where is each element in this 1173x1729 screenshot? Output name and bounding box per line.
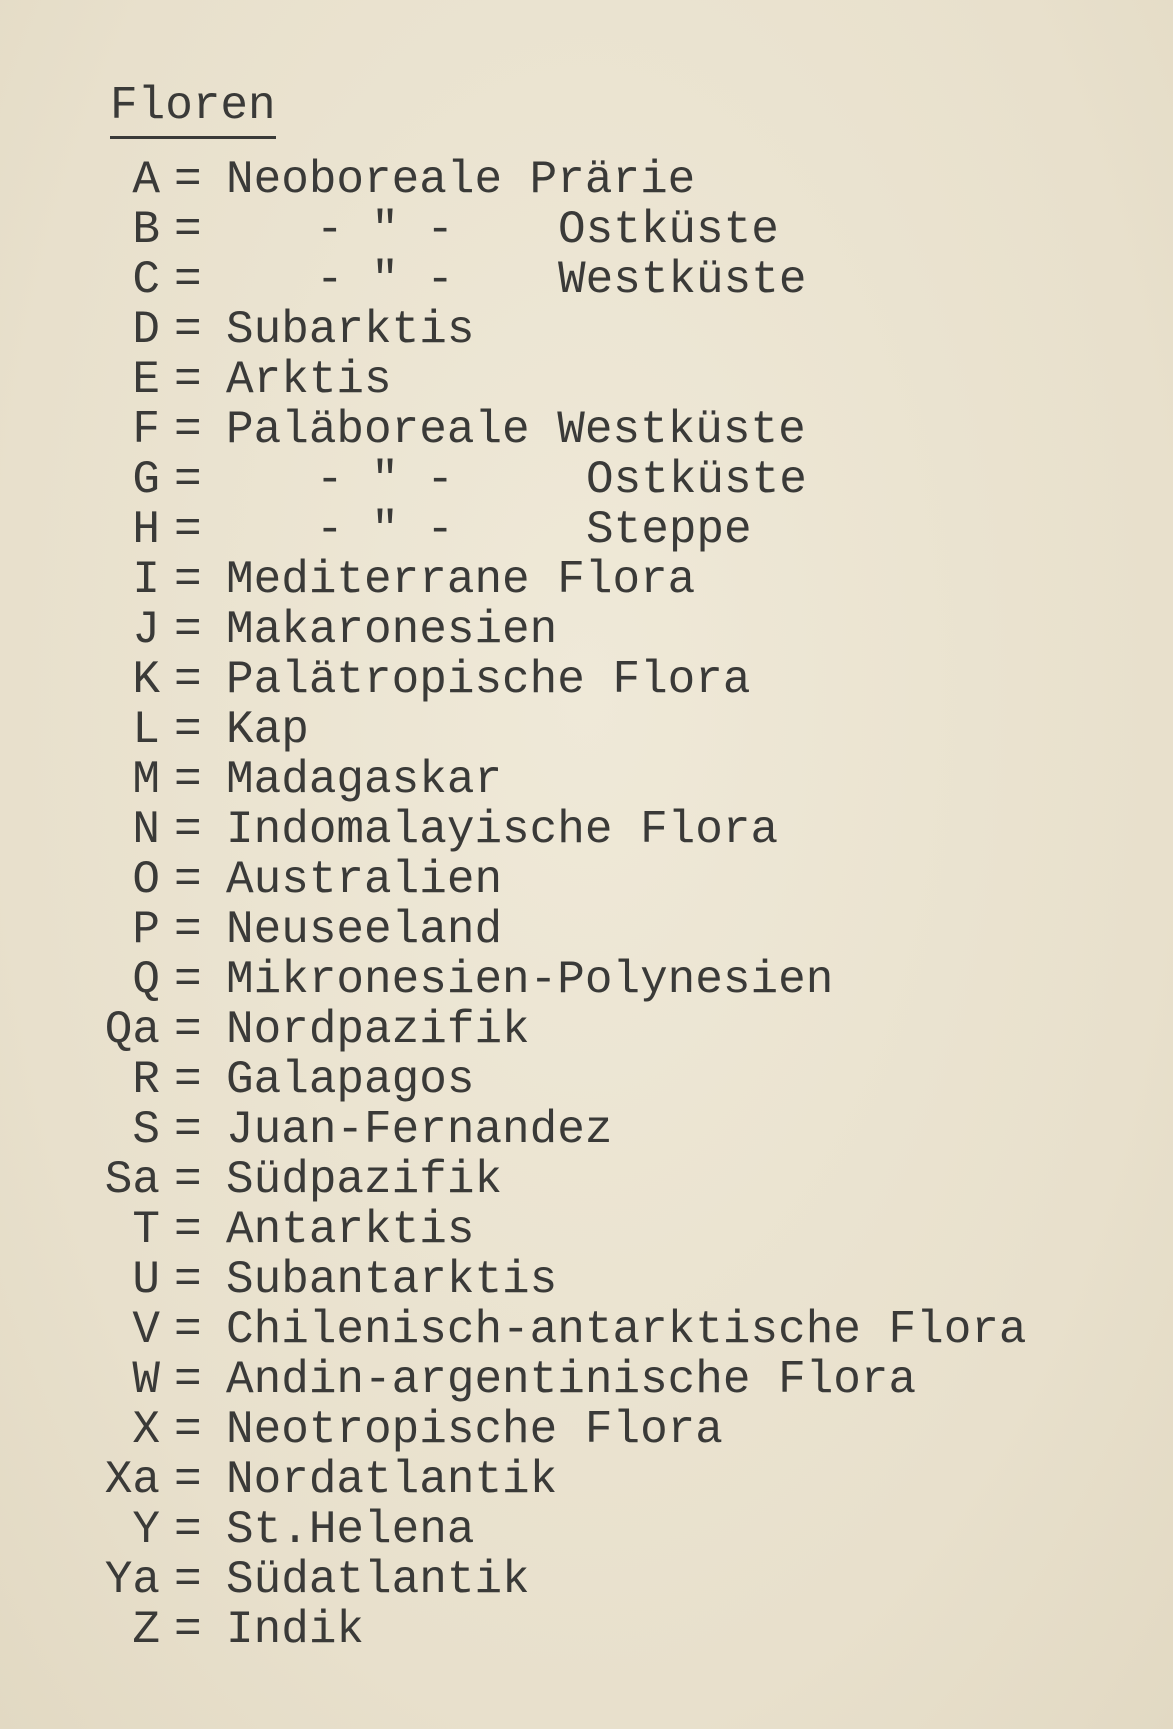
list-item	[88, 1105, 1148, 1155]
equals-sign: =	[174, 304, 202, 356]
flora-key: Q	[132, 954, 160, 1006]
flora-name: Westküste	[558, 254, 807, 306]
flora-name: Neoboreale Prärie	[226, 154, 696, 206]
flora-key: C	[132, 254, 160, 306]
flora-key: O	[132, 854, 160, 906]
list-item	[88, 505, 1148, 555]
list-item	[88, 855, 1148, 905]
flora-list	[88, 155, 1148, 1655]
flora-name: Paläboreale Westküste	[226, 404, 806, 456]
flora-name: Nordatlantik	[226, 1454, 558, 1506]
flora-key: R	[132, 1054, 160, 1106]
equals-sign: =	[174, 354, 202, 406]
page-title: Floren	[110, 76, 276, 139]
flora-key: J	[132, 604, 160, 656]
flora-key: N	[132, 804, 160, 856]
equals-sign: =	[174, 804, 202, 856]
flora-name: Kap	[226, 704, 309, 756]
flora-name: Südatlantik	[226, 1554, 530, 1606]
list-item	[88, 1355, 1148, 1405]
flora-key: H	[132, 504, 160, 556]
list-item	[88, 555, 1148, 605]
flora-key: W	[132, 1354, 160, 1406]
flora-name: Juan-Fernandez	[226, 1104, 613, 1156]
list-item	[88, 1205, 1148, 1255]
flora-key: B	[132, 204, 160, 256]
equals-sign: =	[174, 1004, 202, 1056]
flora-key: K	[132, 654, 160, 706]
flora-name: Arktis	[226, 354, 392, 406]
equals-sign: =	[174, 154, 202, 206]
list-item	[88, 205, 1148, 255]
equals-sign: =	[174, 1304, 202, 1356]
flora-name: Indik	[226, 1604, 365, 1656]
equals-sign: =	[174, 1104, 202, 1156]
list-item	[88, 255, 1148, 305]
flora-key: E	[132, 354, 160, 406]
flora-key: T	[132, 1204, 160, 1256]
flora-key: D	[132, 304, 160, 356]
flora-name: Ostküste	[586, 454, 807, 506]
flora-name: Madagaskar	[226, 754, 503, 806]
flora-key: Z	[132, 1604, 160, 1656]
list-item	[88, 955, 1148, 1005]
list-item	[88, 755, 1148, 805]
equals-sign: =	[174, 504, 202, 556]
list-item	[88, 655, 1148, 705]
flora-key: V	[132, 1304, 160, 1356]
equals-sign: =	[174, 604, 202, 656]
list-item	[88, 1455, 1148, 1505]
flora-key: A	[132, 154, 160, 206]
flora-name: Nordpazifik	[226, 1004, 530, 1056]
flora-name: Neotropische Flora	[226, 1404, 723, 1456]
list-item	[88, 1505, 1148, 1555]
list-item	[88, 805, 1148, 855]
list-item	[88, 305, 1148, 355]
flora-name: Subarktis	[226, 304, 475, 356]
flora-name: Chilenisch-antarktische Flora	[226, 1304, 1027, 1356]
ditto-mark: - " -	[316, 204, 455, 256]
equals-sign: =	[174, 704, 202, 756]
flora-key: S	[132, 1104, 160, 1156]
list-item	[88, 1255, 1148, 1305]
flora-name: Galapagos	[226, 1054, 475, 1106]
list-item	[88, 155, 1148, 205]
equals-sign: =	[174, 554, 202, 606]
equals-sign: =	[174, 404, 202, 456]
flora-name: Indomalayische Flora	[226, 804, 779, 856]
list-item	[88, 1155, 1148, 1205]
flora-name: Andin-argentinische Flora	[226, 1354, 917, 1406]
flora-key: Xa	[104, 1454, 160, 1506]
equals-sign: =	[174, 754, 202, 806]
flora-key: Y	[132, 1504, 160, 1556]
flora-name: Neuseeland	[226, 904, 503, 956]
ditto-mark: - " -	[316, 254, 455, 306]
flora-name: Subantarktis	[226, 1254, 558, 1306]
flora-key: L	[132, 704, 160, 756]
flora-key: I	[132, 554, 160, 606]
flora-name: Steppe	[586, 504, 752, 556]
list-item	[88, 405, 1148, 455]
equals-sign: =	[174, 254, 202, 306]
equals-sign: =	[174, 204, 202, 256]
equals-sign: =	[174, 1554, 202, 1606]
list-item	[88, 1405, 1148, 1455]
list-item	[88, 455, 1148, 505]
flora-name: Mikronesien-Polynesien	[226, 954, 834, 1006]
list-item	[88, 705, 1148, 755]
equals-sign: =	[174, 1454, 202, 1506]
flora-key: U	[132, 1254, 160, 1306]
flora-name: St.Helena	[226, 1504, 475, 1556]
equals-sign: =	[174, 1404, 202, 1456]
list-item	[88, 605, 1148, 655]
equals-sign: =	[174, 1354, 202, 1406]
flora-key: G	[132, 454, 160, 506]
equals-sign: =	[174, 1254, 202, 1306]
flora-key: Ya	[104, 1554, 160, 1606]
flora-name: Südpazifik	[226, 1154, 503, 1206]
list-item	[88, 1055, 1148, 1105]
flora-key: F	[132, 404, 160, 456]
flora-key: Sa	[104, 1154, 160, 1206]
list-item	[88, 355, 1148, 405]
equals-sign: =	[174, 1504, 202, 1556]
flora-name: Makaronesien	[226, 604, 558, 656]
flora-name: Antarktis	[226, 1204, 475, 1256]
equals-sign: =	[174, 1604, 202, 1656]
equals-sign: =	[174, 954, 202, 1006]
flora-name: Palätropische Flora	[226, 654, 751, 706]
equals-sign: =	[174, 454, 202, 506]
equals-sign: =	[174, 854, 202, 906]
flora-name: Mediterrane Flora	[226, 554, 696, 606]
flora-key: Qa	[104, 1004, 160, 1056]
flora-key: P	[132, 904, 160, 956]
ditto-mark: - " -	[316, 504, 455, 556]
list-item	[88, 1605, 1148, 1655]
list-item	[88, 1005, 1148, 1055]
equals-sign: =	[174, 904, 202, 956]
ditto-mark: - " -	[316, 454, 455, 506]
list-item	[88, 1305, 1148, 1355]
equals-sign: =	[174, 1054, 202, 1106]
flora-name: Australien	[226, 854, 503, 906]
flora-key: M	[132, 754, 160, 806]
list-item	[88, 905, 1148, 955]
list-item	[88, 1555, 1148, 1605]
equals-sign: =	[174, 654, 202, 706]
equals-sign: =	[174, 1204, 202, 1256]
flora-key: X	[132, 1404, 160, 1456]
equals-sign: =	[174, 1154, 202, 1206]
flora-name: Ostküste	[558, 204, 779, 256]
